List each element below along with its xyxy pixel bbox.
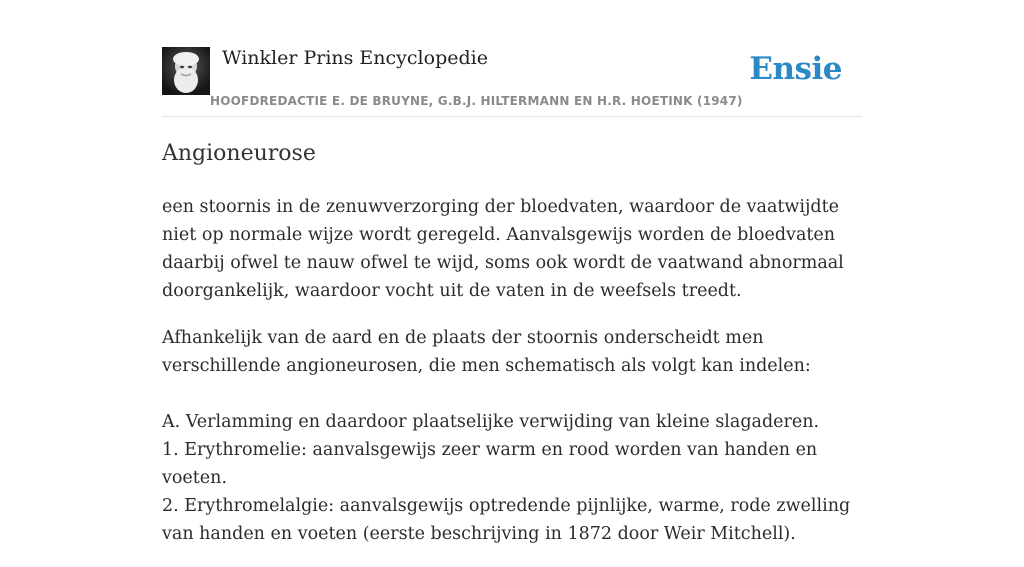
article-paragraph: een stoornis in de zenuwverzorging der bloedvaten, waardoor de vaatwijdte niet op normale wijze wordt geregeld. Aanvalsgewijs worden de bloedvaten daarbij ofwel te nauw ofwel te wijd, soms ook wordt de vaatwand abnormaal doorgankelijk, waardoor vocht uit de vaten in de weefsels treedt. [162,197,844,301]
source-header [162,46,862,117]
source-editors: HOOFDREDACTIE E. DE BRUYNE, G.B.J. HILTERMANN EN H.R. HOETINK (1947) [210,94,743,108]
article [162,139,862,567]
article-title: Angioneurose [162,141,316,166]
portrait-photo-icon [162,47,210,95]
ensie-logo[interactable]: Ensie [749,51,842,87]
avatar[interactable] [162,47,210,95]
source-title[interactable]: Winkler Prins Encyclopedie [222,47,488,69]
article-paragraph: Afhankelijk van de aard en de plaats der stoornis onderscheidt men verschillende angioneurosen, die men schematisch als volgt kan indelen: A. Verlamming en daardoor plaatselijke verwijding van kleine slagaderen. 1. Erythromelie: aanvalsgewijs zeer warm en rood worden van handen en voeten. 2. Erythromelalgie: aanvalsgewijs optredende pijnlijke, warme, rode zwelling van handen en voeten (eerste beschrijving in 1872 door Weir Mitchell). [162,328,851,544]
